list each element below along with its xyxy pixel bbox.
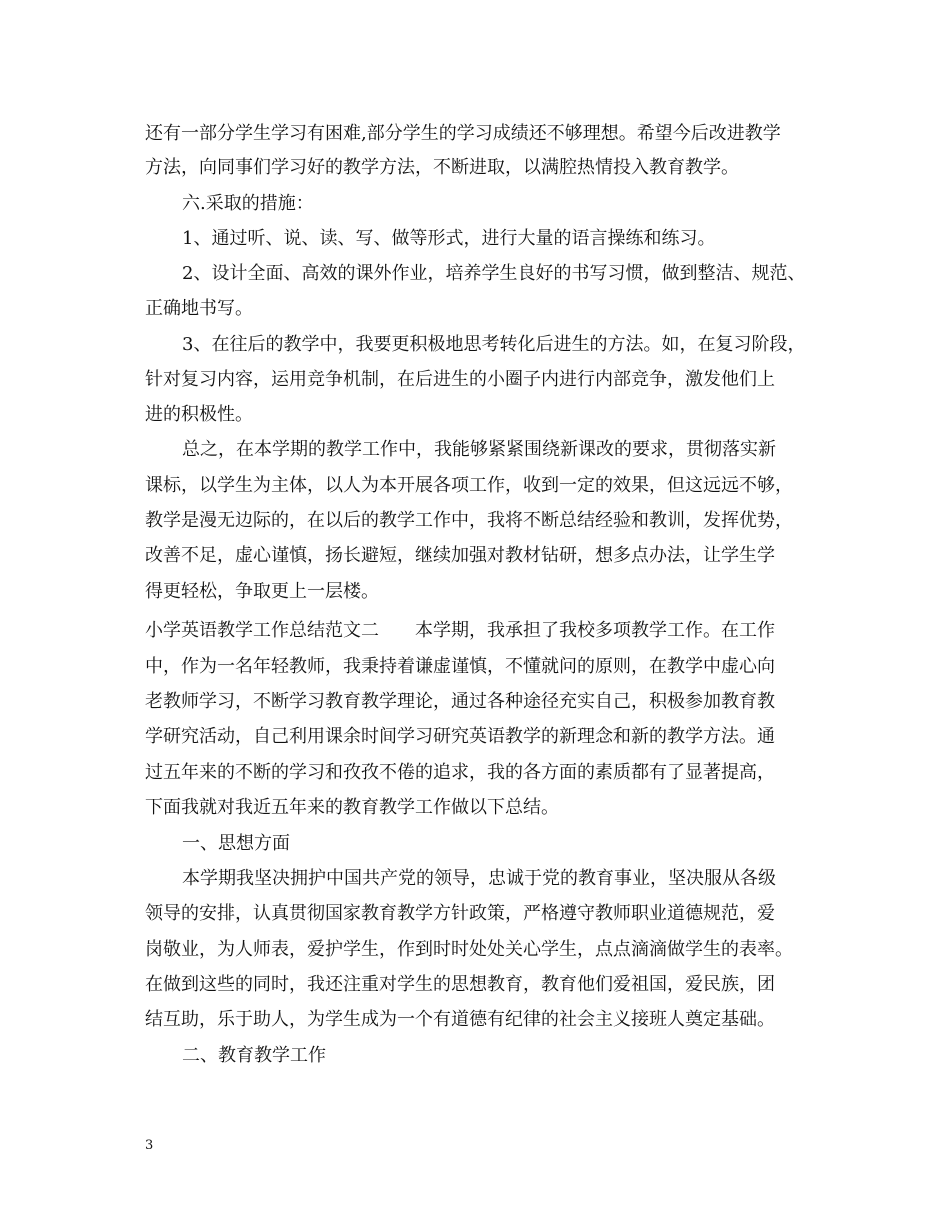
text-line: 下面我就对我近五年来的教育教学工作做以下总结。 [145,797,559,818]
text-line: 中，作为一名年轻教师，我秉持着谦虚谨慎，不懂就问的原则，在教学中虚心向 [145,656,775,677]
text-line: 进的积极性。 [145,404,253,425]
text-line: 岗敬业，为人师表，爱护学生，作到时时处处关心学生，点点滴滴做学生的表率。 [145,939,793,960]
list-item: 3、在往后的教学中，我要更积极地思考转化后进生的方法。如，在复习阶段， [182,334,806,355]
text-line: 改善不足，虚心谨慎，扬长避短，继续加强对教材钻研，想多点办法，让学生学 [145,545,775,566]
text-line: 老教师学习，不断学习教育教学理论，通过各种途径充实自己，积极参加教育教 [145,691,775,712]
text-line: 得更轻松，争取更上一层楼。 [145,581,379,602]
text-line: 结互助，乐于助人，为学生成为一个有道德有纪律的社会主义接班人奠定基础。 [145,1009,775,1030]
text-line: 针对复习内容，运用竞争机制，在后进生的小圈子内进行内部竞争，激发他们上 [145,369,775,390]
list-item: 1、通过听、说、读、写、做等形式，进行大量的语言操练和练习。 [182,228,716,249]
text-line: 小学英语教学工作总结范文二 本学期，我承担了我校多项教学工作。在工作 [145,620,775,641]
page-number: 3 [145,1138,154,1153]
text-line: 还有一部分学生学习有困难,部分学生的学习成绩还不够理想。希望今后改进教学 [145,123,781,144]
paragraph-start: 本学期我坚决拥护中国共产党的领导，忠诚于党的教育事业，坚决服从各级 [182,868,776,889]
text-line: 课标，以学生为主体，以人为本开展各项工作，收到一定的效果，但这远远不够， [145,475,793,496]
section-heading: 二、教育教学工作 [182,1045,326,1066]
text-line: 在做到这些的同时，我还注重对学生的思想教育，教育他们爱祖国，爱民族，团 [145,974,775,995]
text-line: 学研究活动，自己利用课余时间学习研究英语教学的新理念和新的教学方法。通 [145,726,775,747]
text-line: 领导的安排，认真贯彻国家教育教学方针政策，严格遵守教师职业道德规范，爱 [145,903,775,924]
text-line: 过五年来的不断的学习和孜孜不倦的追求，我的各方面的素质都有了显著提高， [145,762,775,783]
section-heading: 一、思想方面 [182,833,290,854]
list-item: 2、设计全面、高效的课外作业，培养学生良好的书写习惯，做到整洁、规范、 [182,263,806,284]
text-line: 教学是漫无边际的，在以后的教学工作中，我将不断总结经验和教训，发挥优势， [145,510,793,531]
paragraph-start: 总之，在本学期的教学工作中，我能够紧紧围绕新课改的要求，贯彻落实新 [182,439,776,460]
text-line: 正确地书写。 [145,298,253,319]
text-line: 方法，向同事们学习好的教学方法，不断进取，以满腔热情投入教育教学。 [145,157,739,178]
section-heading: 六.采取的措施： [182,193,314,214]
